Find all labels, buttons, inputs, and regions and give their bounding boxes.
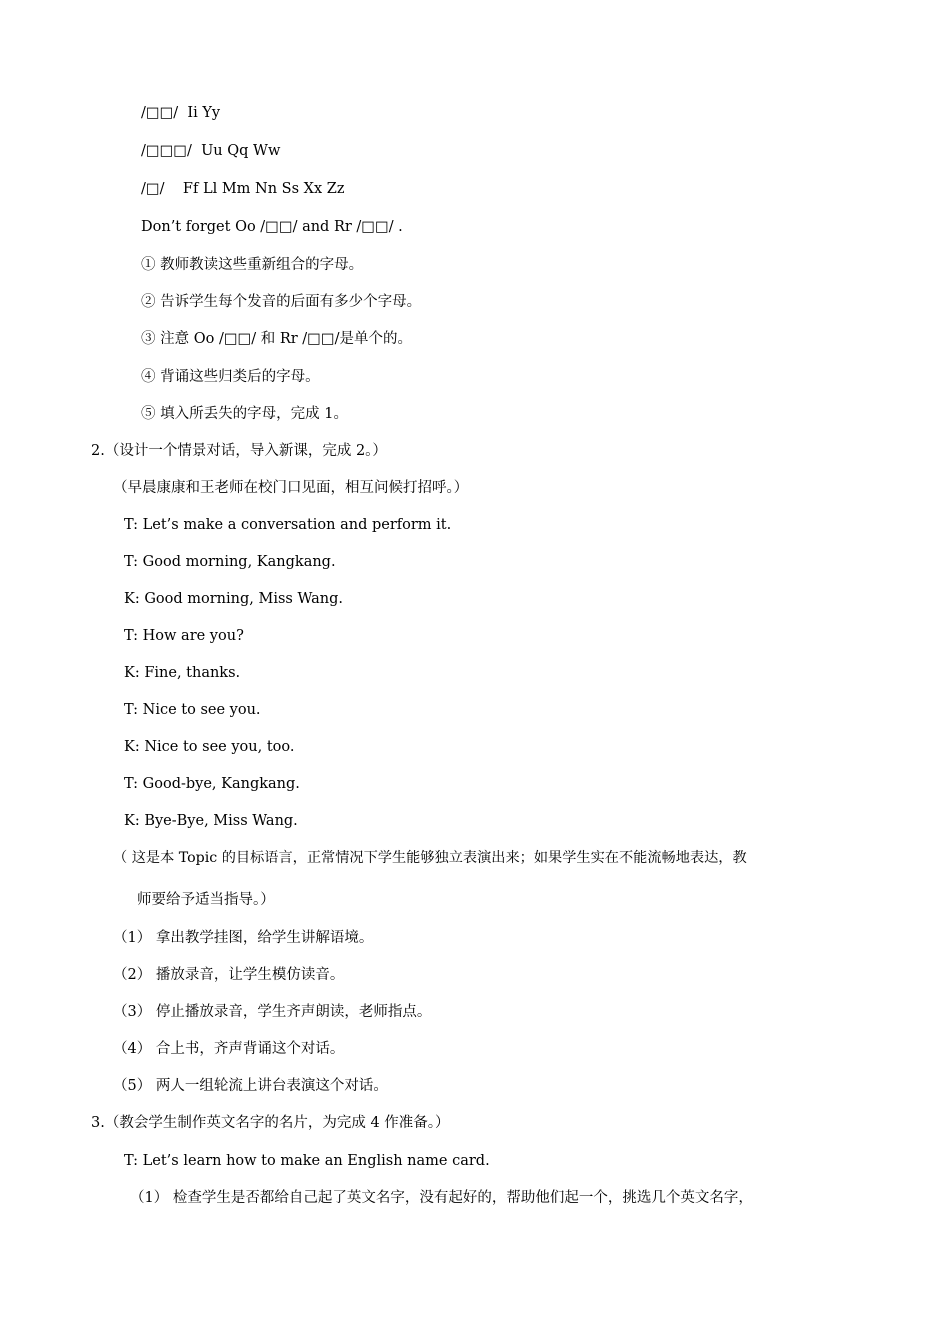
section-2-heading: 2.（设计一个情景对话，导入新课，完成 2。） xyxy=(91,443,387,459)
section-3-line: T: Let’s learn how to make an English name card. xyxy=(124,1153,490,1169)
dialogue-line: T: How are you? xyxy=(124,628,244,644)
step1-item: ① 教师教读这些重新组合的字母。 xyxy=(141,257,364,273)
dialogue-line: T: Good morning, Kangkang. xyxy=(124,554,336,570)
phonics-line-2: /□□□/ Uu Qq Ww xyxy=(141,143,281,159)
dialogue-line: K: Fine, thanks. xyxy=(124,665,241,681)
phonics-line-1: /□□/ Ii Yy xyxy=(141,105,221,121)
section-3-heading: 3.（教会学生制作英文名字的名片，为完成 4 作准备。） xyxy=(91,1115,450,1131)
section-2-step: （3） 停止播放录音，学生齐声朗读，老师指点。 xyxy=(113,1004,432,1020)
step1-item: ⑤ 填入所丢失的字母，完成 1。 xyxy=(141,406,348,422)
section-2-note: （ 这是本 Topic 的目标语言，正常情况下学生能够独立表演出来；如果学生实在不能流畅地表达，教 xyxy=(113,850,747,866)
step1-item: ④ 背诵这些归类后的字母。 xyxy=(141,369,320,385)
section-2-scene: （早晨康康和王老师在校门口见面，相互问候打招呼。） xyxy=(113,480,469,496)
section-2-step: （2） 播放录音，让学生模仿读音。 xyxy=(113,967,345,983)
dialogue-line: T: Nice to see you. xyxy=(124,702,261,718)
step1-item: ② 告诉学生每个发音的后面有多少个字母。 xyxy=(141,294,422,310)
dialogue-line: K: Good morning, Miss Wang. xyxy=(124,591,343,607)
section-2-step: （5） 两人一组轮流上讲台表演这个对话。 xyxy=(113,1078,388,1094)
dialogue-line: T: Good-bye, Kangkang. xyxy=(124,776,300,792)
section-3-step: （1） 检查学生是否都给自己起了英文名字，没有起好的，帮助他们起一个，挑选几个英文名字， xyxy=(130,1190,753,1206)
phonics-line-4: Don’t forget Oo /□□/ and Rr /□□/ . xyxy=(141,219,403,235)
phonics-line-3: /□/ Ff Ll Mm Nn Ss Xx Zz xyxy=(141,181,345,197)
section-2-note-cont: 师要给予适当指导。） xyxy=(137,892,275,908)
step1-item: ③ 注意 Oo /□□/ 和 Rr /□□/是单个的。 xyxy=(141,331,412,347)
section-2-step: （4） 合上书，齐声背诵这个对话。 xyxy=(113,1041,345,1057)
dialogue-line: K: Bye-Bye, Miss Wang. xyxy=(124,813,298,829)
section-2-step: （1） 拿出教学挂图，给学生讲解语境。 xyxy=(113,930,374,946)
dialogue-line: K: Nice to see you, too. xyxy=(124,739,295,755)
dialogue-line: T: Let’s make a conversation and perform it. xyxy=(124,517,452,533)
